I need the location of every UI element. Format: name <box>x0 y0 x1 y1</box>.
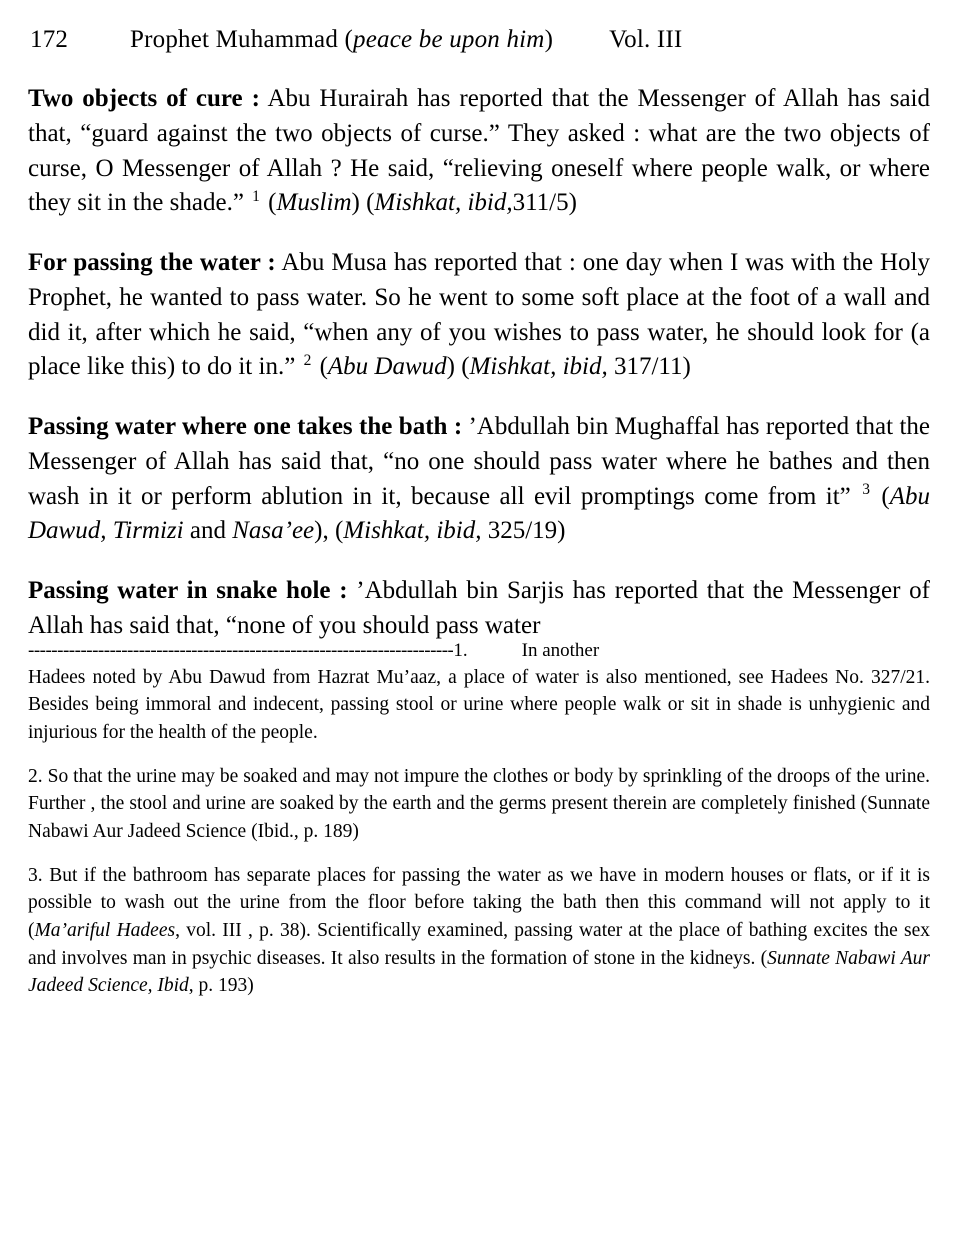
footnotes <box>28 664 932 1001</box>
paragraph-passing-water-where-one-takes-the-bath: Passing water where one takes the bath : ’Abdullah bin Mughaffal has reported that the Messenger of Allah has said that, “no one should pass water where he bathes and then wash in it or perform ablution in it, because all evil promptings come from it” $^3$ (Abu Dawud, Tirmizi and Nasa’ee), (Mishkat, ibid, 325/19) <box>28 413 930 545</box>
source-citation: Abu Dawud, Tirmizi <box>28 482 930 545</box>
footnote-rule: ------------------------------------------------------------------------- <box>28 639 454 661</box>
body-text <box>28 82 932 644</box>
footnote-3: 3. But if the bathroom has separate places for passing the water as we have in modern houses or flats, or if it is possible to wash out the urine from the floor before taking the bath then this command will not apply to it (Ma’ariful Hadees, vol. III , p. 38). Scientifically examined, passing water at the place of bathing excites the sex and involves man in psychic diseases. It also results in the formation of stone in the kidneys. (Sunnate Nabawi Aur Jadeed Science, Ibid, p. 193) <box>28 864 930 997</box>
footnote-marker-2: 2. <box>28 765 43 787</box>
book-title: Prophet Muhammad (peace be upon him) <box>130 26 554 53</box>
source-citation: Mishkat, ibid, <box>469 353 608 381</box>
footnote-ref-1: 1 <box>252 187 260 205</box>
page-number: 172 <box>30 26 69 53</box>
paragraph-lead: Passing water in snake hole : <box>28 577 348 604</box>
paragraph-lead: For passing the water : <box>28 249 276 276</box>
footnote-1-body: Hadees noted by Abu Dawud from Hazrat Mu’aaz, a place of water is also mentioned, see Hadees No. 327/21. Besides being immoral and indecent, passing stool or urine where people walk or sit in shade is unhygienic and injurious for the health of the people. <box>28 666 930 743</box>
source-citation: Mishkat, ibid, <box>343 517 482 545</box>
paragraph-for-passing-the-water: For passing the water : Abu Musa has reported that : one day when I was with the Holy Prophet, he wanted to pass water. So he went to some soft place at the foot of a wall and did it, after which he said, “when any of you wishes to pass water, he should look for (a place like this) to do it in.” $^2$ (Abu Dawud) (Mishkat, ibid, 317/11) <box>28 249 931 381</box>
paragraph-lead: Two objects of cure : <box>28 85 260 112</box>
footnote-ref-3: 3 <box>862 481 870 499</box>
paragraph-two-objects-of-cure: Two objects of cure : Abu Hurairah has reported that the Messenger of Allah has said that, “guard against the two objects of curse.” They asked : what are the two objects of curse, O Messenger of Allah ? He said, “relieving oneself where people walk, or where they sit in the shade.” $^1$ (Muslim) (Mishkat, ibid,311/5) <box>28 85 931 217</box>
footnote-ref-2: 2 <box>303 351 312 369</box>
source-citation: Nasa’ee <box>232 517 315 545</box>
source-citation: Abu Dawud <box>327 353 447 381</box>
volume-label: Vol. III <box>609 26 683 53</box>
footnote-2: 2. So that the urine may be soaked and may not impure the clothes or body by sprinkling of the droops of the urine. Further , the stool and urine are soaked by the earth and the germs present therein are completely finished (Sunnate Nabawi Aur Jadeed Science (Ibid., p. 189) <box>28 765 930 842</box>
footnote-marker-1: 1. <box>453 639 468 661</box>
footnote-1-first-line: In another <box>521 639 600 661</box>
source-citation: Sunnate Nabawi Aur Jadeed Science, Ibid <box>28 947 930 997</box>
running-head <box>28 26 932 54</box>
paragraph-passing-water-in-snake-hole: Passing water in snake hole : ’Abdullah bin Sarjis has reported that the Messenger of Allah has said that, “none of you should pass water <box>28 577 930 639</box>
paragraph-lead: Passing water where one takes the bath : <box>28 413 463 440</box>
source-citation: Muslim <box>276 189 352 217</box>
footnote-marker-3: 3. <box>28 864 43 886</box>
source-citation: Ma’ariful Hadees <box>34 920 176 941</box>
source-citation: Mishkat, ibid, <box>374 189 513 217</box>
